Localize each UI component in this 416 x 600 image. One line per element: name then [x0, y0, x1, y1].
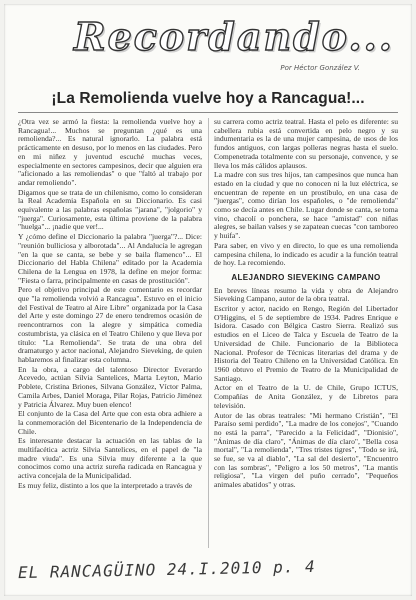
- paragraph: Es interesante destacar la actuación en las tablas de la multifacética actriz Silvia Santelices, en el papel de "la madre viuda". Es una Silvia muy diferente a la que conocimos como una actriz sureña radicada en Rancagua y activa concejala de la Municipalidad.: [18, 436, 202, 481]
- masthead-title: Recordando...: [74, 14, 395, 59]
- paragraph: En la obra, a cargo del talentoso Director Everardo Acevedo, actúan Silvia Santelices, Marta Leyton, Mario Poblete, Cristina Briones, Silvana González, Víctor Palma, Camila Arbes, Daniel Moraga, Pilar Rojas, Patricio Jiménez y Patricia Álvarez. Muy buen elenco!: [18, 364, 202, 409]
- paragraph: La madre con sus tres hijos, tan campesinos que nunca han estado en la ciudad y que no conocen ni la luz eléctrica, se encuentran de repente en un prostíbulo, en una casa de "juergas", como dirían los españoles, o "de remolienda" como se decía antes en Chile. Lugar donde se canta, se toma vino, chacolí o ponchera, se hace "amistad" con niñas alegres, se bailan valses y se zapatean cuecas "con tamboreo y huifa".: [214, 170, 398, 241]
- paragraph: Autor de las obras teatrales: "Mi hermano Cristián", "El Paraíso semi perdido", "La madre de los conejos", "Cuando no está la parra", "Parecido a la Felicidad", "Dionisio", "Ánimas de día claro", "Ánimas de día claro", "Bella cosa mortal", "La remolienda", "Tres tristes tigres", "Todo se irá, se fue, se va al diablo", "La sal del desierto", "Encuentro con las sombras", "Peligro a los 50 metros", "La mantis religiosa", "La virgen del puño cerrado", "Pequeños animales abatidos" y otras.: [214, 410, 398, 490]
- paragraph: Digamos que se trata de un chilenismo, como lo consideran la Real Academia Española en su Diccionario. Es casi equivalente a las palabras españolas "jarana", "jolgorio" y "juerga". Curiosamente, esta última proviene de la palabra "huelga"... ¡nadie que ver!...: [18, 187, 202, 232]
- section-subhead: ALEJANDRO SIEVEKING CAMPANO: [231, 272, 381, 282]
- paragraph: Y ¿cómo define el Diccionario la palabra "juerga"?... Dice: "reunión bulliciosa y alborotada"... Al Andalucía le agregan "en la que se canta, se bebe y se baila flamenco"... El Diccionario del Habla Chilena" editado por la Academia Chilena de la Lengua en 1978, la define en mejor forma: "Fiesta o farra, principalmente en casas de prostitución".: [18, 232, 202, 285]
- paragraph: Para saber, en vivo y en directo, lo que es una remolienda campesina chilena, lo indicado es acudir a la función teatral de hoy. La recomiendo.: [214, 240, 398, 268]
- headline-rule: [18, 112, 398, 113]
- paragraph: En breves líneas resumo la vida y obra de Alejandro Sieveking Campano, autor de la obra teatral.: [214, 285, 398, 304]
- column-right: [214, 118, 398, 548]
- paragraph: El conjunto de la Casa del Arte que con esta obra adhiere a la conmemoración del Bicentenario de la Independencia de Chile.: [18, 409, 202, 436]
- paragraph: Escritor y actor, nacido en Rengo, Región del Libertador O'Higgins, el 5 de septiembre de 1934. Padres Enrique e Isidora. Casado con Bélgica Castro Sierra. Realizó sus estudios en el Liceo de Talca y Escuela de Teatro de la Universidad de Chile. Funcionario de la Biblioteca Nacional. Profesor de Técnicas literarias del drama y de Historia del Teatro Chileno en la Universidad Católica. En 1960 obtuvo el Premio de Teatro de la Municipalidad de Santiago.: [214, 304, 398, 383]
- article-body: [18, 118, 398, 548]
- paragraph: Actor en el Teatro de la U. de Chile, Grupo ICTUS, Compañías de Anita González, y de Libretos para televisión.: [214, 383, 398, 410]
- handwritten-source-note: EL RANCAGÜINO 24.I.2010 p. 4: [17, 556, 316, 583]
- masthead-byline: Por Héctor González V.: [280, 64, 360, 72]
- column-divider: [208, 118, 209, 548]
- paragraph: Pero el objetivo principal de este comentario es recordar que "la remolienda volvió a Rancagua". Estuvo en el inicio del Festival de Teatro al Aire Libre" organizada por la Casa del Arte y este domingo 27 de enero tendremos ocasión de reencontrarnos con la alegre y simpática comedia costumbrista, ya clásica en el Teatro Chileno y que lleva por título: "La Remolienda". Se trata de una obra del dramaturgo y actor nacional, Alejandro Sieveking, de quien hablaremos al finalizar esta columna.: [18, 285, 202, 364]
- column-left: [18, 118, 202, 548]
- newspaper-clipping: [4, 4, 412, 596]
- paragraph: ¿Otra vez se armó la fiesta: la remolienda vuelve hoy a Rancagua!... Muchos se preguntan ¿qué es una remolienda?... Es natural ignorarlo. La palabra está prácticamente en desuso, por lo menos en las ciudades. Pero en mi niñez y juventud escuché muchas veces, especialmente en sectores campesinos, decir que alguien era "aficionado a las remoliendas" o que "faltó al trabajo por andar remoliendo".: [18, 118, 202, 187]
- article-headline: ¡La Remolienda vuelve hoy a Rancagua!...: [51, 90, 365, 107]
- paragraph: su carrera como actriz teatral. Hasta el pelo es diferente: su cabellera rubia está convertida en pelo negro y su indumentaria es la de una mujer campesina, de usos de los fundos antiguos, con largas polleras negras hasta el suelo. Compenetrada totalmente con su personaje, convence, y se lleva los más cálidos aplausos.: [214, 118, 398, 170]
- paragraph: Es muy feliz, distinto a los que la interpretado a través de: [18, 480, 193, 490]
- column-masthead: [74, 14, 395, 72]
